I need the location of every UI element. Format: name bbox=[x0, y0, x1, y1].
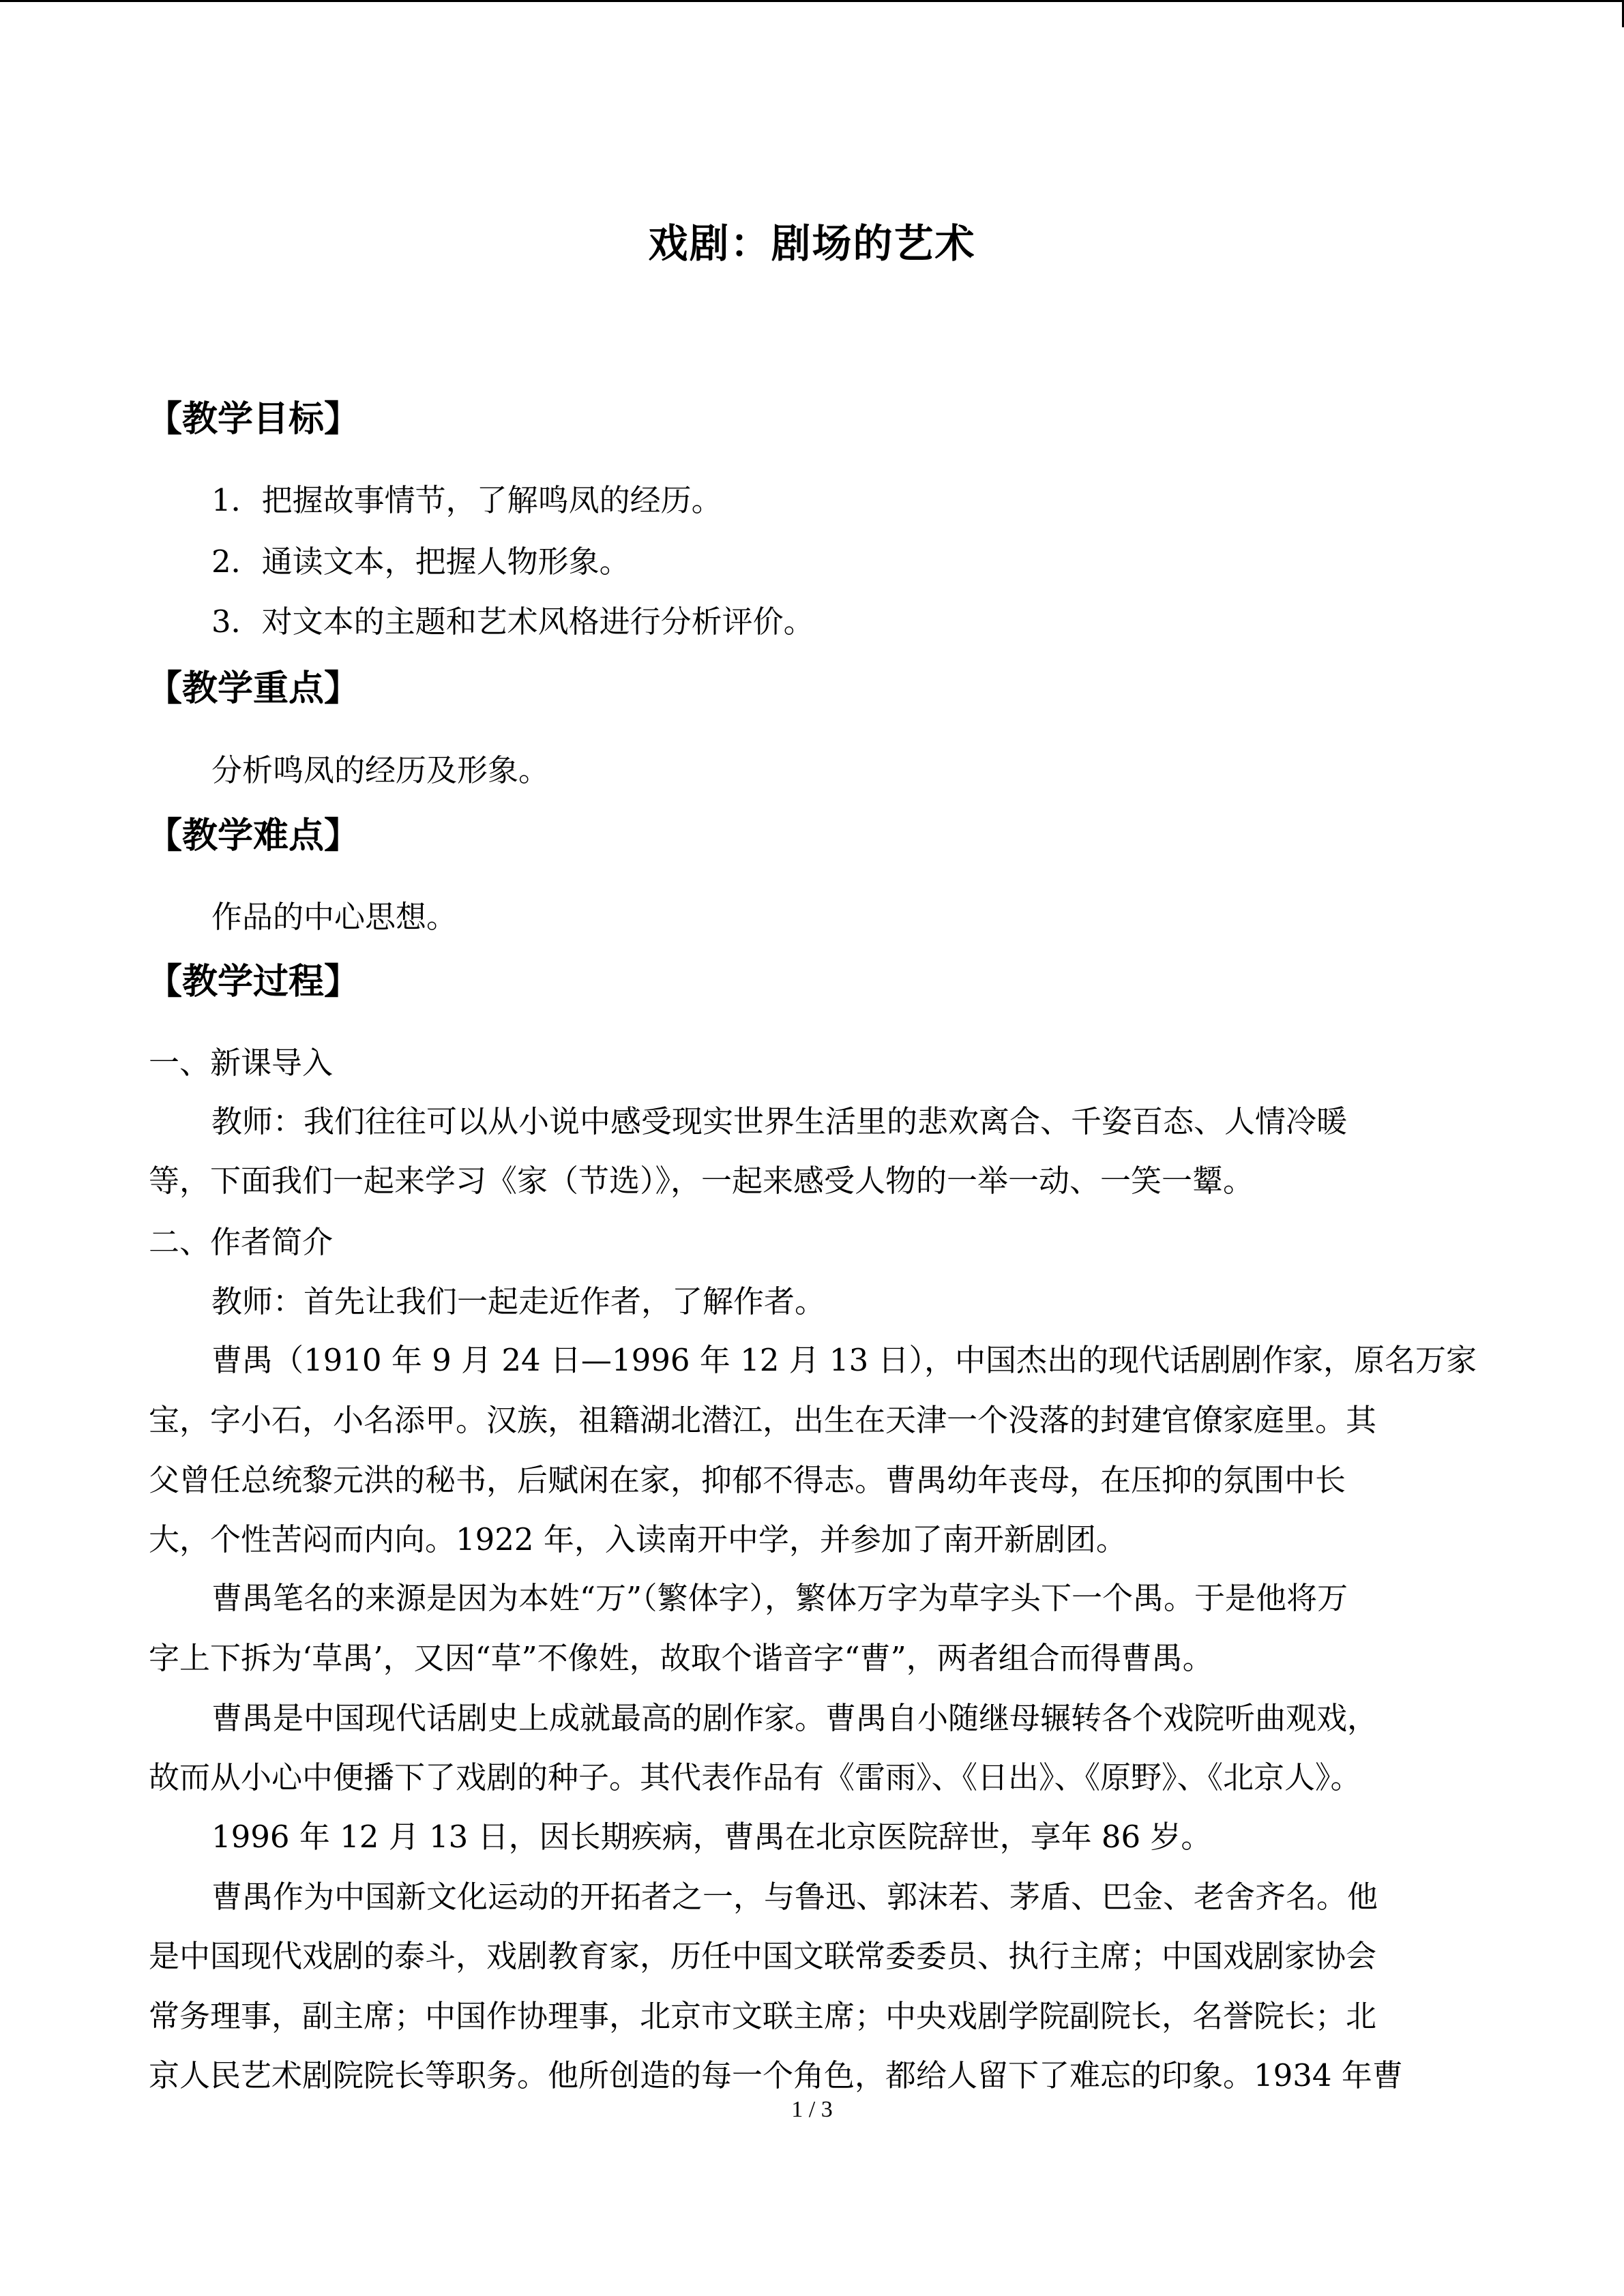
part2-line-13: 常务理事，副主席；中国作协理事，北京市文联主席；中央戏剧学院副院长，名誉院长；北 bbox=[149, 1998, 1377, 2034]
part2-line-12: 是中国现代戏剧的泰斗，戏剧教育家，历任中国文联常委委员、执行主席；中国戏剧家协会 bbox=[149, 1938, 1377, 1974]
page-number: 1 / 3 bbox=[791, 2097, 833, 2122]
page-title: 戏剧：剧场的艺术 bbox=[648, 220, 976, 267]
part2-line-9: 故而从小心中便播下了戏剧的种子。其代表作品有《雷雨》、《日出》、《原野》、《北京人》。 bbox=[149, 1759, 1361, 1795]
top-border-line bbox=[0, 0, 1624, 2]
part2-line-4: 父曾任总统黎元洪的秘书，后赋闲在家，抑郁不得志。曹禺幼年丧母，在压抑的氛围中长 bbox=[149, 1462, 1346, 1498]
part1-line-2: 等，下面我们一起来学习《家（节选）》，一起来感受人物的一举一动、一笑一颦。 bbox=[149, 1163, 1254, 1199]
part2-line-3: 宝，字小石，小名添甲。汉族，祖籍湖北潜江，出生在天津一个没落的封建官僚家庭里。其 bbox=[149, 1402, 1377, 1438]
heading-key-points: 【教学重点】 bbox=[147, 668, 360, 709]
part2-line-6: 曹禺笔名的来源是因为本姓“万”（繁体字），繁体万字为草字头下一个禺。于是他将万 bbox=[211, 1580, 1348, 1616]
part2-line-11: 曹禺作为中国新文化运动的开拓者之一，与鲁迅、郭沫若、茅盾、巴金、老舍齐名。他 bbox=[211, 1879, 1378, 1915]
part2-line-10: 1996 年 12 月 13 日，因长期疾病，曹禺在北京医院辞世，享年 86 岁。 bbox=[211, 1819, 1212, 1855]
objective-item-1: 1．把握故事情节，了解鸣凤的经历。 bbox=[211, 482, 722, 518]
part2-line-8: 曹禺是中国现代话剧史上成就最高的剧作家。曹禺自小随继母辗转各个戏院听曲观戏， bbox=[211, 1700, 1378, 1736]
part1-line-1: 教师：我们往往可以从小说中感受现实世界生活里的悲欢离合、千姿百态、人情冷暖 bbox=[211, 1103, 1348, 1139]
part2-line-5: 大，个性苦闷而内向。1922 年，入读南开中学，并参加了南开新剧团。 bbox=[149, 1521, 1127, 1557]
key-points-text: 分析鸣凤的经历及形象。 bbox=[211, 752, 550, 788]
part2-line-2: 曹禺（1910 年 9 月 24 日—1996 年 12 月 13 日），中国杰出的现代话剧剧作家，原名万家 bbox=[211, 1342, 1477, 1378]
part1-title: 一、新课导入 bbox=[149, 1045, 334, 1081]
objective-item-2: 2．通读文本，把握人物形象。 bbox=[211, 543, 630, 580]
objective-item-3: 3．对文本的主题和艺术风格进行分析评价。 bbox=[211, 603, 814, 640]
heading-difficulties: 【教学难点】 bbox=[147, 816, 360, 856]
heading-process: 【教学过程】 bbox=[147, 961, 360, 1002]
part2-line-14: 京人民艺术剧院院长等职务。他所创造的每一个角色，都给人留下了难忘的印象。1934 年曹 bbox=[149, 2057, 1403, 2093]
part2-line-7: 字上下拆为‘草禺’，又因“草”不像姓，故取个谐音字“曹”，两者组合而得曹禺。 bbox=[149, 1640, 1213, 1676]
part2-title: 二、作者简介 bbox=[149, 1224, 334, 1260]
part2-line-1: 教师：首先让我们一起走近作者，了解作者。 bbox=[211, 1283, 826, 1320]
heading-objectives: 【教学目标】 bbox=[147, 399, 360, 440]
difficulties-text: 作品的中心思想。 bbox=[211, 899, 458, 935]
